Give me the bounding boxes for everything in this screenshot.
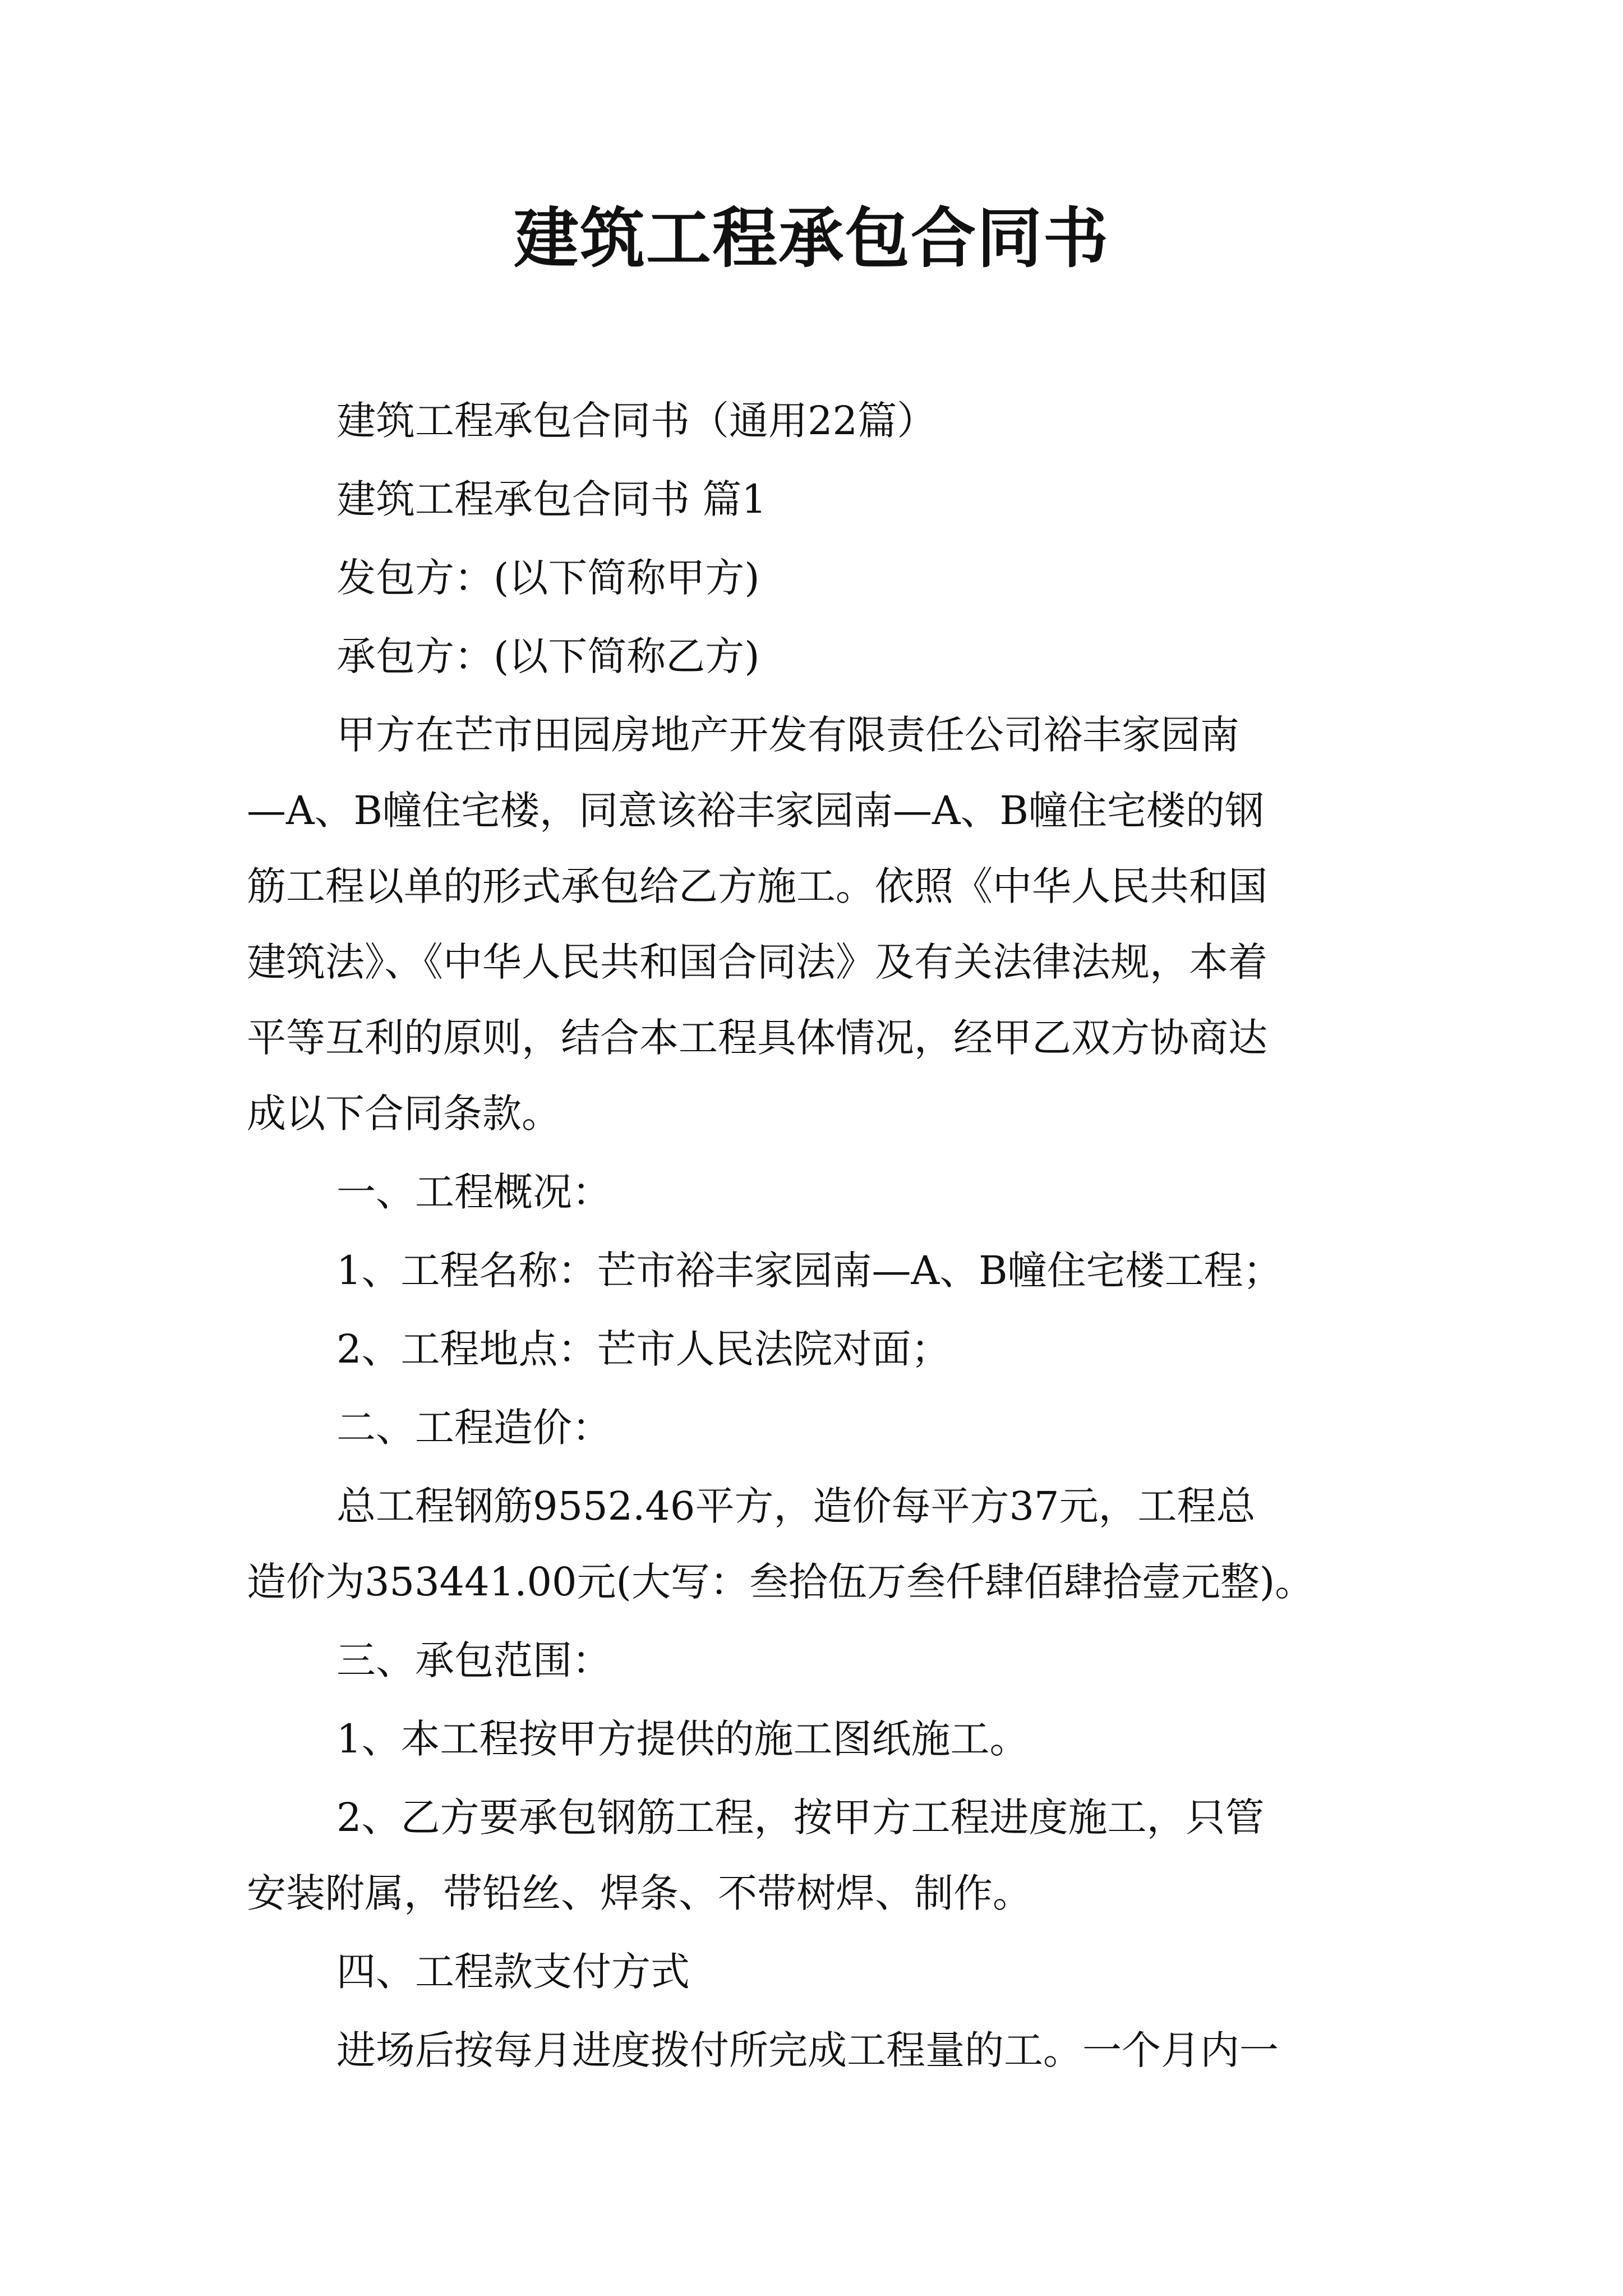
body-text-line: 筋工程以单的形式承包给乙方施工。依照《中华人民共和国 (247, 863, 1267, 909)
body-text-line: 甲方在芒市田园房地产开发有限责任公司裕丰家园南 (336, 712, 1239, 758)
list-item: 2、乙方要承包钢筋工程，按甲方工程进度施工，只管 (336, 1795, 1265, 1841)
subtitle-line: 建筑工程承包合同书（通用22篇） (336, 398, 937, 444)
body-text-line: 平等互利的原则，结合本工程具体情况，经甲乙双方协商达 (247, 1015, 1267, 1061)
section-heading: 建筑工程承包合同书 篇1 (336, 476, 767, 522)
body-text-line: 建筑法》、《中华人民共和国合同法》及有关法律法规，本着 (247, 939, 1267, 985)
list-item: 2、工程地点：芒市人民法院对面； (336, 1326, 951, 1372)
section-heading: 四、工程款支付方式 (336, 1949, 690, 1995)
body-text-line: 进场后按每月进度拨付所完成工程量的工。一个月内一 (336, 2027, 1279, 2073)
list-item: 1、工程名称：芒市裕丰家园南—A、B幢住宅楼工程； (336, 1248, 1283, 1294)
body-text-line: 造价为353441.00元(大写：叁拾伍万叁仟肆佰肆拾壹元整)。 (247, 1559, 1315, 1605)
body-text-line: 成以下合同条款。 (247, 1091, 561, 1137)
body-text-line: 总工程钢筋9552.46平方，造价每平方37元，工程总 (336, 1483, 1256, 1529)
document-title: 建筑工程承包合同书 (514, 200, 1109, 277)
section-heading: 二、工程造价： (336, 1405, 611, 1451)
section-heading: 一、工程概况： (336, 1169, 611, 1215)
list-item: 1、本工程按甲方提供的施工图纸施工。 (336, 1716, 1029, 1762)
section-heading: 三、承包范围： (336, 1637, 611, 1683)
body-text-line: 安装附属，带铅丝、焊条、不带树焊、制作。 (247, 1870, 1032, 1916)
party-a-line: 发包方：(以下简称甲方) (336, 555, 760, 601)
party-b-line: 承包方：(以下简称乙方) (336, 633, 760, 679)
body-text-line: —A、B幢住宅楼，同意该裕丰家园南—A、B幢住宅楼的钢 (247, 788, 1264, 834)
